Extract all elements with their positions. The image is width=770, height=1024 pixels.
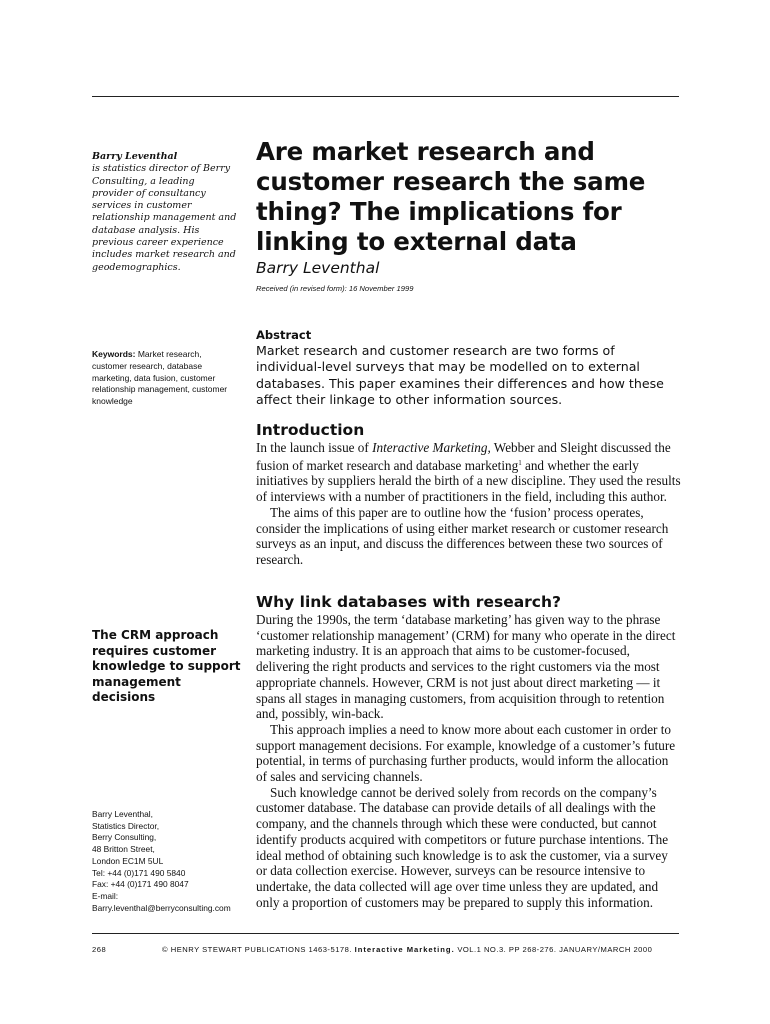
address-line: Tel: +44 (0)171 490 5840 — [92, 867, 186, 878]
footer-journal: Interactive Marketing. — [354, 945, 455, 954]
address-line: Berry Consulting, — [92, 832, 157, 843]
introduction-section — [256, 421, 681, 568]
address-line: Statistics Director, — [92, 820, 160, 831]
top-rule — [92, 96, 679, 97]
abstract-text: Market research and customer research are two forms of individual-level surveys that may be modelled on to external databases. This paper examines their differences and how these affect their linkage to other information sources. — [256, 343, 664, 407]
article-title: Are market research and customer research the same thing? The implications for linking to external data — [256, 137, 646, 256]
author-address — [92, 809, 252, 914]
keywords-text: Market research, customer research, database marketing, data fusion, customer relationship management, customer knowledge — [92, 349, 228, 407]
article-author: Barry Leventhal — [256, 259, 380, 277]
introduction-paragraph-1 — [256, 440, 681, 505]
why-link-paragraph-3: Such knowledge cannot be derived solely from records on the company’s customer database. The database can provide details of all dealings with the company, and the channels through which these were conducted, but cannot identify products acquired with competitors or future purchase intentions. The ideal method of obtaining such knowledge is to ask the customer, via a survey or data collection exercise. However, surveys can be resource intensive to undertake, the data collected will age over time unless they are updated, and only a proportion of customers may be prepared to supply this information. — [256, 784, 669, 910]
intro-text-c: and whether the early initiatives by suppliers herald the birth of a new discipline. They used the results of interviews with a number of practitioners in the field, including this author. — [256, 457, 681, 505]
address-line: Barry Leventhal, — [92, 809, 153, 819]
intro-text-a: In the launch issue of — [256, 440, 373, 455]
reference-marker: 1 — [518, 458, 522, 467]
abstract — [256, 328, 681, 408]
keywords-label: Keywords: — [92, 349, 136, 359]
footer-issue: VOL.1 NO.3. PP 268-276. JANUARY/MARCH 2000 — [457, 945, 653, 954]
why-link-section — [256, 593, 681, 910]
bottom-rule — [92, 933, 679, 934]
copyright: © HENRY STEWART PUBLICATIONS 1463-5178. — [162, 945, 352, 954]
address-line: Fax: +44 (0)171 490 8047 — [92, 879, 189, 890]
bio-name: Barry Leventhal — [92, 151, 178, 162]
abstract-heading: Abstract — [256, 328, 312, 342]
address-line: London EC1M 5UL — [92, 855, 164, 866]
introduction-heading: Introduction — [256, 421, 365, 439]
bio-text: is statistics director of Berry Consulting, a leading provider of consultancy services in customer relationship management and database analysis. His previous career experience includes market research and geodemographics. — [92, 163, 237, 273]
introduction-paragraph-2: The aims of this paper are to outline how the ‘fusion’ process operates, consider the implications of using either market research or customer research surveys as an input, and discuss the differences between these two sources of research. — [256, 504, 669, 567]
pull-quote: The CRM approach requires customer knowledge to support management decisions — [92, 628, 241, 704]
footer-citation — [162, 945, 652, 954]
address-line: E-mail: — [92, 890, 119, 901]
why-link-heading: Why link databases with research? — [256, 593, 562, 611]
intro-text-b: Webber and Sleight discussed the fusion of market research and database marketing — [256, 440, 671, 473]
address-line: 48 Britton Street, — [92, 844, 155, 855]
author-bio — [92, 151, 237, 274]
journal-name: Interactive Marketing, — [372, 440, 491, 455]
email-address: Barry.leventhal@berryconsulting.com — [92, 902, 231, 913]
why-link-paragraph-1: During the 1990s, the term ‘database marketing’ has given way to the phrase ‘customer relationship management’ (CRM) for many who operate in the direct marketing industry. It is an approach that aims to be customer-focused, delivering the right products and services to the right customers via the most appropriate channels. However, CRM is not just about direct marketing — it spans all stages in managing customers, from acquisition through to retention and, possibly, win-back. — [256, 612, 676, 722]
keywords — [92, 349, 237, 408]
why-link-paragraph-2: This approach implies a need to know more about each customer in order to support management decisions. For example, knowledge of a customer’s future potential, in terms of purchasing further products, would inform the allocation of sales and servicing channels. — [256, 721, 676, 785]
received-date: Received (in revised form): 16 November 1999 — [256, 284, 414, 293]
page-number: 268 — [92, 945, 107, 954]
